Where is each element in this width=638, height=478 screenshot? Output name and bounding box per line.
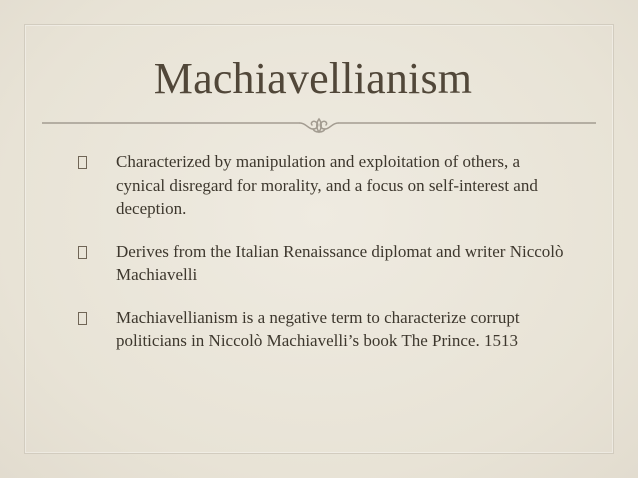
box-bullet-icon: [78, 312, 87, 325]
ornament-divider-icon: [42, 114, 596, 138]
bullet-list: [72, 150, 572, 372]
box-bullet-icon: [78, 156, 87, 169]
bullet-item: [72, 240, 572, 287]
bullet-text: Derives from the Italian Renaissance diplomat and writer Niccolò Machiavelli: [116, 241, 564, 284]
bullet-item: [72, 150, 572, 221]
bullet-text: Characterized by manipulation and exploitation of others, a cynical disregard for morality, and a focus on self-interest and deception.: [116, 152, 538, 218]
slide-title: Machiavellianism: [153, 54, 473, 103]
bullet-item: [72, 306, 572, 353]
bullet-text: Machiavellianism is a negative term to characterize corrupt politicians in Niccolò Machiavelli’s book The Prince. 1513: [116, 307, 520, 350]
box-bullet-icon: [78, 246, 87, 259]
